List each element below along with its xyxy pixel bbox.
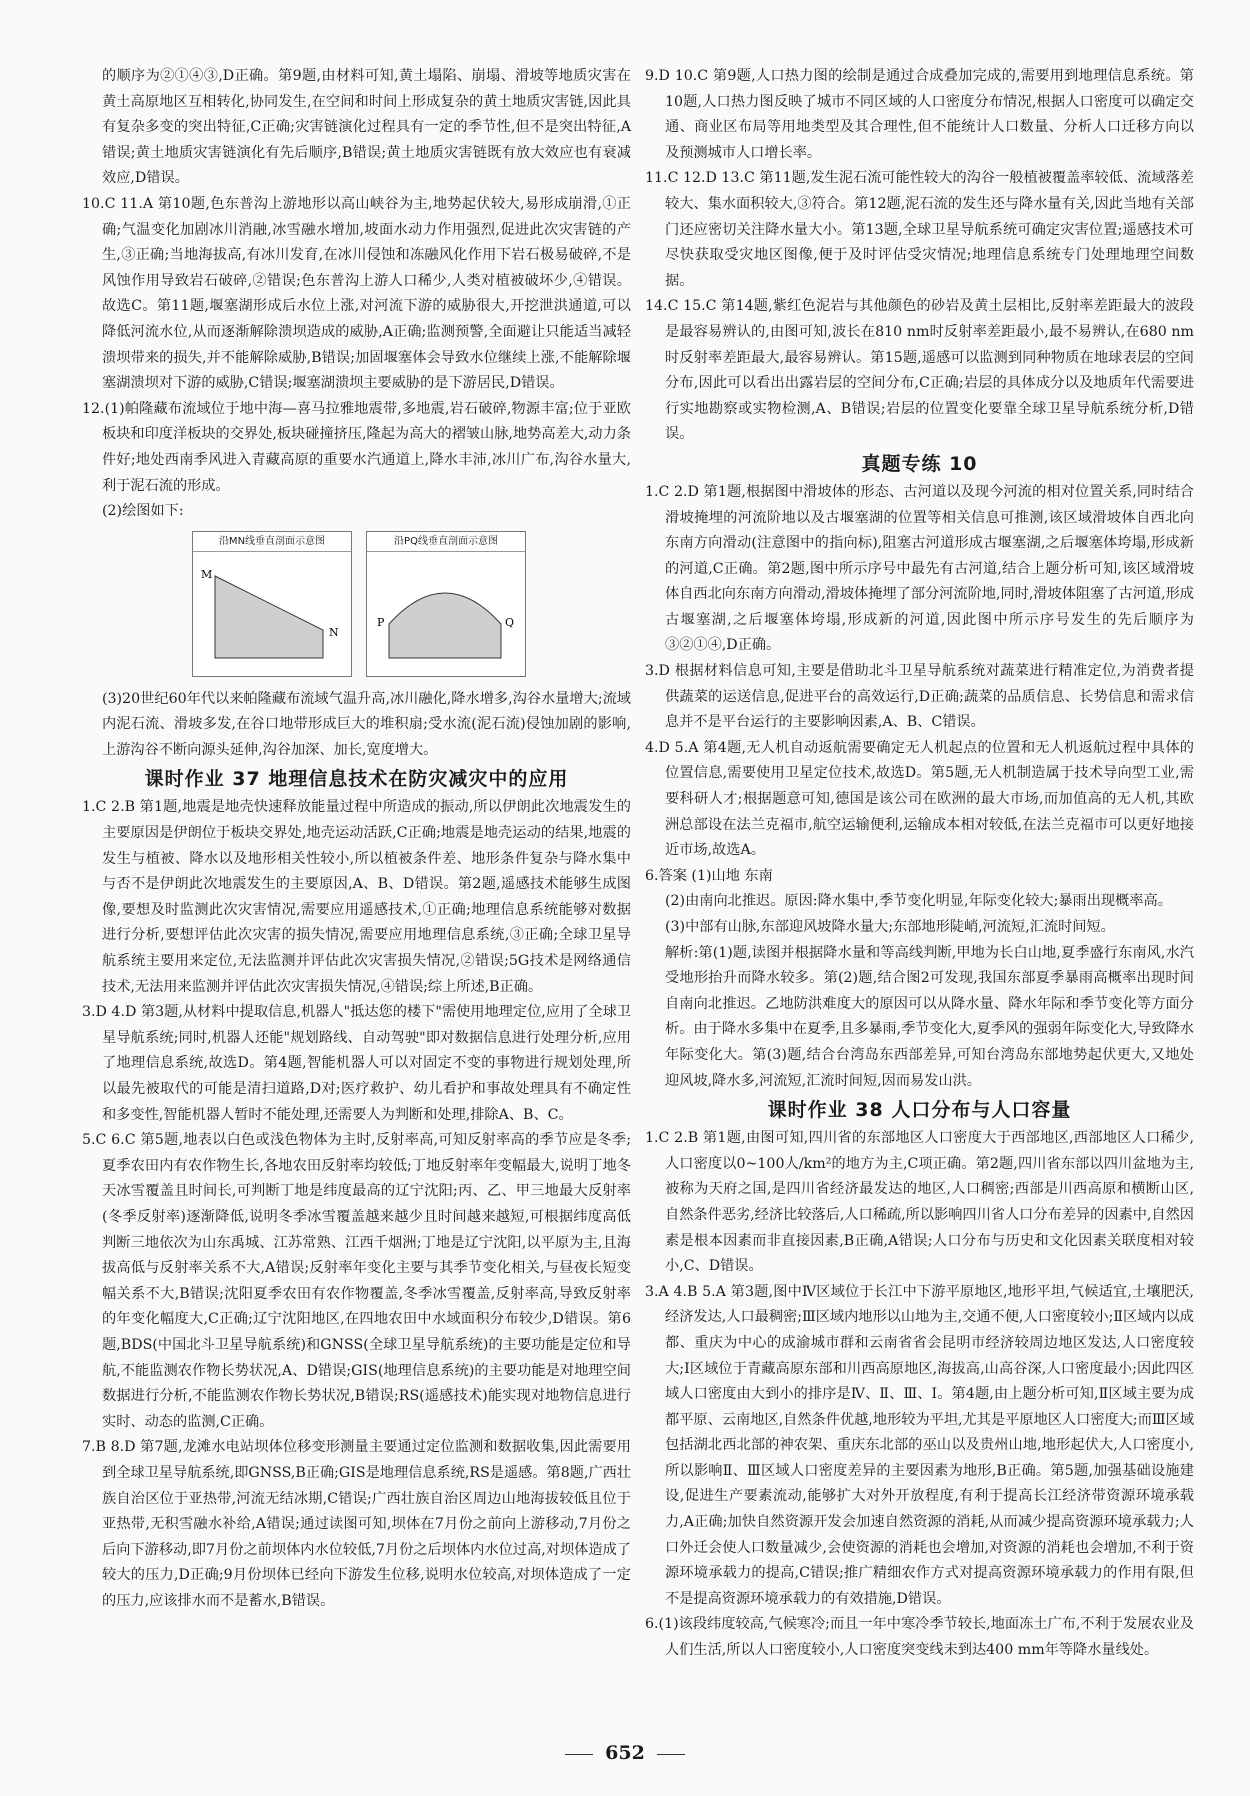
answer-paragraph: 11.C 12.D 13.C 第11题,发生泥石流可能性较大的沟谷一般植被覆盖率较低、流域落差较大、集水面积较大,③符合。第12题,泥石流的发生还与降水量有关,因此当地有关部门还应密切关注降水量大小。第13题,全球卫星导航系统可确定灾害位置;遥感技术可尽快获取受灾地区图像,便于及时评估受灾情况;地理信息系统专门处理地理空间数据。 (645, 170, 1194, 289)
answer-paragraph: 3.A 4.B 5.A 第3题,图中Ⅳ区域位于长江中下游平原地区,地形平坦,气候适宜,土壤肥沃,经济发达,人口最稠密;Ⅲ区域内地形以山地为主,交通不便,人口密度较小;Ⅱ区域内以成都、重庆为中心的成渝城市群和云南省省会昆明市经济较周边地区发达,人口密度较大;Ⅰ区域位于青藏高原东部和川西高原地区,海拔高,山高谷深,人口密度最小;因此四区域人口密度由大到小的排序是Ⅳ、Ⅱ、Ⅲ、Ⅰ。第4题,由上题分析可知,Ⅱ区域主要为成都平原、云南地区,自然条件优越,地形较为平坦,尤其是平原地区人口密度大;而Ⅲ区域包括湖北西北部的神农架、重庆东北部的巫山以及贵州山地,地形起伏大,人口密度小,所以影响Ⅱ、Ⅲ区域人口密度差异的主要因素为地形,B正确。第5题,加强基础设施建设,促进生产要素流动,能够扩大对外开放程度,有利于提高长江经济带资源环境承载力,A正确;加快自然资源开发会加速自然资源的消耗,从而减少提高资源环境承载力;人口外迁会使人口数量减少,会使资源的消耗也会增加,对资源的消耗也会增加,不利于资源环境承载力的提高,C错误;推广精细农作方式对提高资源环境承载力的作用有限,但不是提高资源环境承载力的有效措施,D错误。 (645, 1283, 1194, 1607)
page-number-dash-right (657, 1754, 685, 1755)
left-column (82, 64, 631, 1614)
pq-profile-panel (366, 531, 526, 677)
answer-paragraph: 1.C 2.B 第1题,地震是地壳快速释放能量过程中所造成的振动,所以伊朗此次地震发生的主要原因是伊朗位于板块交界处,地壳运动活跃,C正确;地震是地壳运动的结果,地震的发生与植被、降水以及地形相关性较小,所以植被条件差、地形条件复杂与降水集中与否不是伊朗此次地震发生的主要原因,A、B、D错误。第2题,遥感技术能够生成图像,要想及时监测此次灾害情况,需要应用遥感技术,①正确;地理信息系统能够对数据进行分析,要想评估此次灾害的损失情况,需要应用地理信息系统,③正确;全球卫星导航系统主要用来定位,无法监测并评估此次灾害损失情况,②错误;5G技术是网络通信技术,无法用来监测并评估此次灾害损失情况,④错误;综上所述,B正确。 (82, 799, 631, 995)
answer-paragraph: 1.C 2.D 第1题,根据图中滑坡体的形态、古河道以及现今河流的相对位置关系,同时结合滑坡掩埋的河流阶地以及古堰塞湖的位置等相关信息可推测,该区域滑坡体自西北向东南方向滑动(注意图中的指向标),阻塞古河道形成古堰塞湖,之后堰塞体垮塌,形成新的河道,C正确。第2题,图中所示序号中最先有古河道,结合上题分析可知,该区域滑坡体自西北向东南方向滑动,滑坡体掩埋了部分河流阶地,同时,滑坡体阻塞了古河道,形成古堰塞湖,之后堰塞体垮塌,形成新的河道,因此图中所示序号发生的先后顺序为③②①④,D正确。 (645, 483, 1194, 654)
label-n: N (329, 625, 339, 639)
mn-profile-caption: 沿MN线垂直剖面示意图 (193, 535, 351, 552)
cross-section-figure (192, 531, 631, 677)
label-p: P (377, 615, 385, 629)
answer-paragraph: (3)中部有山脉,东部迎风坡降水量大;东部地形陡峭,河流短,汇流时间短。 (665, 919, 1115, 935)
label-q: Q (505, 615, 515, 629)
answer-paragraph: 14.C 15.C 第14题,紫红色泥岩与其他颜色的砂岩及黄土层相比,反射率差距最大的波段是最容易辨认的,由图可知,波长在810 nm时反射率差距最小,最不易辨认,在680 nm时反射率差距最大,最容易辨认。第15题,遥感可以监测到同种物质在地球表层的空间分布,因此可以看出出露岩层的空间分布,C正确;岩层的具体成分以及地质年代需要进行实地勘察或实物检测,A、B错误;岩层的位置变化要靠全球卫星导航系统分析,D错误。 (645, 298, 1194, 443)
analysis-paragraph: 解析:第(1)题,读图并根据降水量和等高线判断,甲地为长白山地,夏季盛行东南风,水汽受地形抬升而降水较多。第(2)题,结合图2可发现,我国东部夏季暴雨高概率出现时间自南向北推迟。乙地防洪难度大的原因可以从降水量、降水年际和季节变化等方面分析。由于降水多集中在夏季,且多暴雨,季节变化大,夏季风的强弱年际变化大,导致降水年际变化大。第(3)题,结合台湾岛东西部差异,可知台湾岛东部地势起伏更大,又地处迎风坡,降水多,河流短,汇流时间短,因而易发山洪。 (665, 944, 1194, 1089)
answer-paragraph: 9.D 10.C 第9题,人口热力图的绘制是通过合成叠加完成的,需要用到地理信息系统。第10题,人口热力图反映了城市不同区域的人口密度分布情况,根据人口密度可以确定交通、商业区布局等用地类型及其合理性,但不能统计人口数量、分析人口迁移方向以及预测城市人口增长率。 (645, 68, 1194, 161)
section-heading: 课时作业 38 人口分布与人口容量 (767, 1099, 1072, 1122)
mn-profile-panel (192, 531, 352, 677)
answer-paragraph: 6.(1)该段纬度较高,气候寒冷;而且一年中寒冷季节较长,地面冻土广布,不利于发展农业及人们生活,所以人口密度较小,人口密度突变线未到达400 mm年等降水量线处。 (645, 1616, 1194, 1659)
answer-paragraph: 5.C 6.C 第5题,地表以白色或浅色物体为主时,反射率高,可知反射率高的季节应是冬季;夏季农田内有农作物生长,各地农田反射率均较低;丁地反射率年变幅最大,说明丁地冬天冰雪覆盖且时间长,可判断丁地是纬度最高的辽宁沈阳;丙、乙、甲三地最大反射率(冬季反射率)逐渐降低,说明冬季冰雪覆盖越来越少且时间越来越短,可根据纬度高低判断三地依次为山东禹城、江苏常熟、江西千烟洲;丁地是辽宁沈阳,以平原为主,且海拔高低与反射率关系不大,A错误;反射率年变化主要与其季节变化相关,与昼夜长短变幅关系不大,B错误;沈阳夏季农田有农作物覆盖,冬季冰雪覆盖,反射率高,导致反射率的年变化幅度大,C正确;辽宁沈阳地区,在四地农田中水域面积分布较少,D错误。第6题,BDS(中国北斗卫星导航系统)和GNSS(全球卫星导航系统)的主要功能是定位和导航,不能监测农作物长势状况,A、D错误;GIS(地理信息系统)的主要功能是对地理空间数据进行分析,不能监测农作物长势状况,B错误;RS(遥感技术)能实现对地物信息进行实时、动态的监测,C正确。 (82, 1132, 631, 1430)
answer-paragraph: 1.C 2.B 第1题,由图可知,四川省的东部地区人口密度大于西部地区,西部地区人口稀少,人口密度以0~100人/km²的地方为主,C项正确。第2题,四川省东部以四川盆地为主,被称为天府之国,是四川省经济最发达的地区,人口稠密;西部是川西高原和横断山区,自然条件恶劣,经济比较落后,人口稀疏,所以影响四川省人口分布差异的因素中,自然因素是根本因素而非直接因素,B正确,A错误;人口分布与历史和文化因素关联度相对较小,C、D错误。 (645, 1130, 1194, 1275)
answer-paragraph: 3.D 4.D 第3题,从材料中提取信息,机器人"抵达您的楼下"需使用地理定位,应用了全球卫星导航系统;同时,机器人还能"规划路线、自动驾驶"即对数据信息进行处理分析,应用了地理信息系统,故选D。第4题,智能机器人可以对固定不变的事物进行规划处理,所以最先被取代的可能是清扫道路,D对;医疗救护、幼儿看护和事故处理具有不确定性和多变性,智能机器人暂时不能处理,还需要人为判断和处理,排除A、B、C。 (82, 1004, 631, 1123)
mn-profile-chart (193, 554, 351, 674)
answer-paragraph: 7.B 8.D 第7题,龙滩水电站坝体位移变形测量主要通过定位监测和数据收集,因此需要用到全球卫星导航系统,即GNSS,B正确;GIS是地理信息系统,RS是遥感。第8题,广西壮族自治区位于亚热带,河流无结冰期,C错误;广西壮族自治区周边山地海拔较低且位于亚热带,无积雪融水补给,A错误;通过读图可知,坝体在7月份之前向上游移动,7月份之后向下游移动,即7月份之前坝体内水位较低,7月份之后坝体内水位过高,对坝体造成了较大的压力,D正确;9月份坝体已经向下游发生位移,说明水位较高,对坝体造成了一定的压力,应该排水而不是蓄水,B错误。 (82, 1439, 632, 1609)
mn-profile-shape (215, 576, 323, 658)
page-number (0, 1738, 1250, 1768)
answer-paragraph: 4.D 5.A 第4题,无人机自动返航需要确定无人机起点的位置和无人机返航过程中具体的位置信息,需要使用卫星定位技术,故选D。第5题,无人机制造属于技术导向型工业,需要科研人才;根据题意可知,德国是该公司在欧洲的最大市场,而加值高的无人机,其欧洲总部设在法兰克福市,航空运输便利,运输成本相对较低,在法兰克福市可以更好地接近市场,故选A。 (645, 739, 1194, 859)
pq-profile-shape (389, 593, 501, 658)
answer-paragraph: 10.C 11.A 第10题,色东普沟上游地形以高山峡谷为主,地势起伏较大,易形成崩滑,①正确;气温变化加剧冰川消融,冰雪融水增加,坡面水动力作用强烈,促进此次灾害链的产生,③正确;当地海拔高,有冰川发育,在冰川侵蚀和冻融风化作用下岩石极易破碎,不是风蚀作用导致岩石破碎,②错误;色东普沟上游人口稀少,人类对植被破坏少,④错误。故选C。第11题,堰塞湖形成后水位上涨,对河流下游的威胁很大,开挖泄洪通道,可以降低河流水位,从而逐渐解除溃坝造成的威胁,A正确;监测预警,全面避让只能适当减轻溃坝带来的损失,并不能解除威胁,B错误;加固堰塞体会导致水位继续上涨,不能解除堰塞湖溃坝对下游的威胁,C错误;堰塞湖溃坝主要威胁的是下游居民,D错误。 (82, 195, 631, 392)
section-heading: 真题专练 10 (861, 452, 978, 475)
answer-paragraph: 6.答案 (1)山地 东南 (645, 867, 773, 884)
answer-paragraph: (2)由南向北推迟。原因:降水集中,季节变化明显,年际变化较大;暴雨出现概率高。 (665, 893, 1172, 910)
answer-paragraph: (2)绘图如下: (102, 503, 184, 520)
page-number-text: 652 (605, 1742, 645, 1764)
answer-paragraph: 3.D 根据材料信息可知,主要是借助北斗卫星导航系统对蔬菜进行精准定位,为消费者提供蔬菜的运送信息,促进平台的高效运行,D正确;蔬菜的品质信息、长势信息和需求信息并不是平台运行的主要影响因素,A、B、C错误。 (645, 663, 1194, 731)
page-number-dash-left (565, 1754, 593, 1755)
pq-profile-chart (367, 554, 525, 674)
section-heading: 课时作业 37 地理信息技术在防灾减灾中的应用 (144, 768, 569, 791)
answer-paragraph: (3)20世纪60年代以来帕隆藏布流域气温升高,冰川融化,降水增多,沟谷水量增大;流域内泥石流、滑坡多发,在谷口地带形成巨大的堆积扇;受水流(泥石流)侵蚀加剧的影响,上游沟谷不断向源头延伸,沟谷加深、加长,宽度增大。 (102, 690, 631, 758)
answer-paragraph: 12.(1)帕隆藏布流域位于地中海—喜马拉雅地震带,多地震,岩石破碎,物源丰富;位于亚欧板块和印度洋板块的交界处,板块碰撞挤压,隆起为高大的褶皱山脉,地势高差大,动力条件好;地处西南季风进入青藏高原的重要水汽通道上,降水丰沛,冰川广布,沟谷水量大,利于泥石流的形成。 (82, 400, 631, 494)
label-m: M (201, 567, 213, 581)
answer-paragraph: 的顺序为②①④③,D正确。第9题,由材料可知,黄土塌陷、崩塌、滑坡等地质灾害在黄土高原地区互相转化,协同发生,在空间和时间上形成复杂的黄土地质灾害链,因此具有复杂多变的突出特征,C正确;灾害链演化过程具有一定的季节性,但不是突出特征,A错误;黄土地质灾害链演化有先后顺序,B错误;黄土地质灾害链既有放大效应也有衰减效应,D错误。 (102, 68, 631, 187)
right-column (645, 64, 1194, 1664)
pq-profile-caption: 沿PQ线垂直剖面示意图 (367, 535, 525, 552)
